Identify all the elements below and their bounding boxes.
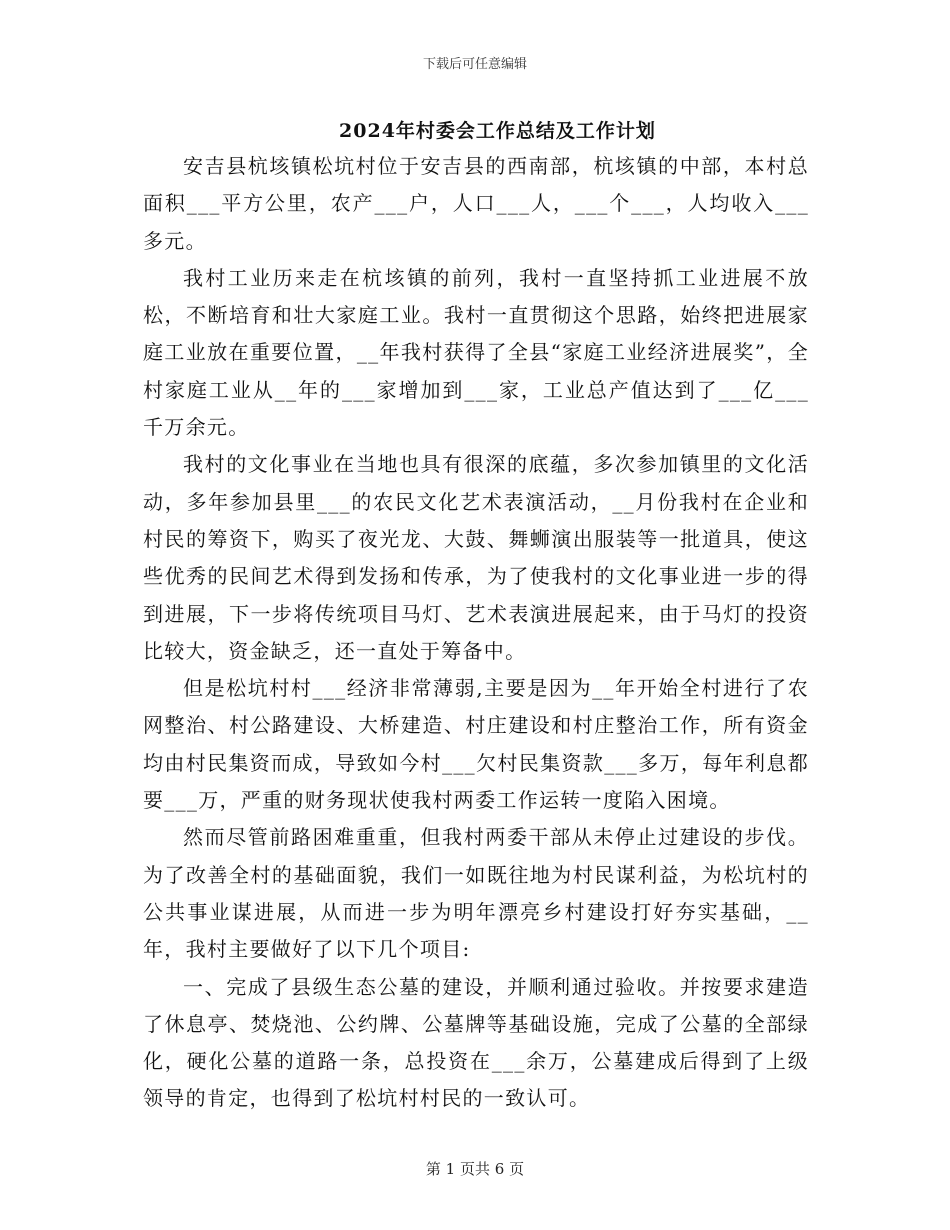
paragraph-project-one: 一、完成了县级生态公墓的建设，并顺利通过验收。并按要求建造了休息亭、焚烧池、公约牌、公墓牌等基础设施，完成了公墓的全部绿化，硬化公墓的道路一条，总投资在___余万，公墓建成后得到了上级领导的肯定，也得到了松坑村村民的一致认可。 xyxy=(143,974,809,1111)
paragraph-intro: 安吉县杭垓镇松坑村位于安吉县的西南部，杭垓镇的中部，本村总面积___平方公里，农产___户，人口___人，___个___，人均收入___多元。 xyxy=(143,154,809,253)
paragraph-culture: 我村的文化事业在当地也具有很深的底蕴，多次参加镇里的文化活动，多年参加县里___的农民文化艺术表演活动，__月份我村在企业和村民的筹资下，购买了夜光龙、大鼓、舞蛳演出服装等一批道具，使这些优秀的民间艺术得到发扬和传承，为了使我村的文化事业进一步的得到进展，下一步将传统项目马灯、艺术表演进展起来，由于马灯的投资比较大，资金缺乏，还一直处于筹备中。 xyxy=(143,452,809,663)
page-number-footer: 第 1 页共 6 页 xyxy=(425,1160,525,1178)
document-title: 2024年村委会工作总结及工作计划 xyxy=(339,120,656,142)
document-body xyxy=(143,148,809,1118)
paragraph-finance: 但是松坑村村___经济非常薄弱,主要是因为__年开始全村进行了农网整治、村公路建设、大桥建造、村庄建设和村庄整治工作，所有资金均由村民集资而成，导致如今村___欠村民集资款___多万，每年利息都要___万，严重的财务现状使我村两委工作运转一度陷入困境。 xyxy=(143,676,809,813)
header-note: 下载后可任意编辑 xyxy=(422,57,527,72)
paragraph-industry: 我村工业历来走在杭垓镇的前列，我村一直坚持抓工业进展不放松，不断培育和壮大家庭工业。我村一直贯彻这个思路，始终把进展家庭工业放在重要位置，__年我村获得了全县“家庭工业经济进展奖”，全村家庭工业从__年的___家增加到___家，工业总产值达到了___亿___千万余元。 xyxy=(143,265,809,440)
paragraph-projects-intro: 然而尽管前路困难重重，但我村两委干部从未停止过建设的步伐。为了改善全村的基础面貌，我们一如既往地为村民谋利益，为松坑村的公共事业谋进展，从而进一步为明年漂亮乡村建设打好夯实基础，__年，我村主要做好了以下几个项目: xyxy=(143,825,809,962)
